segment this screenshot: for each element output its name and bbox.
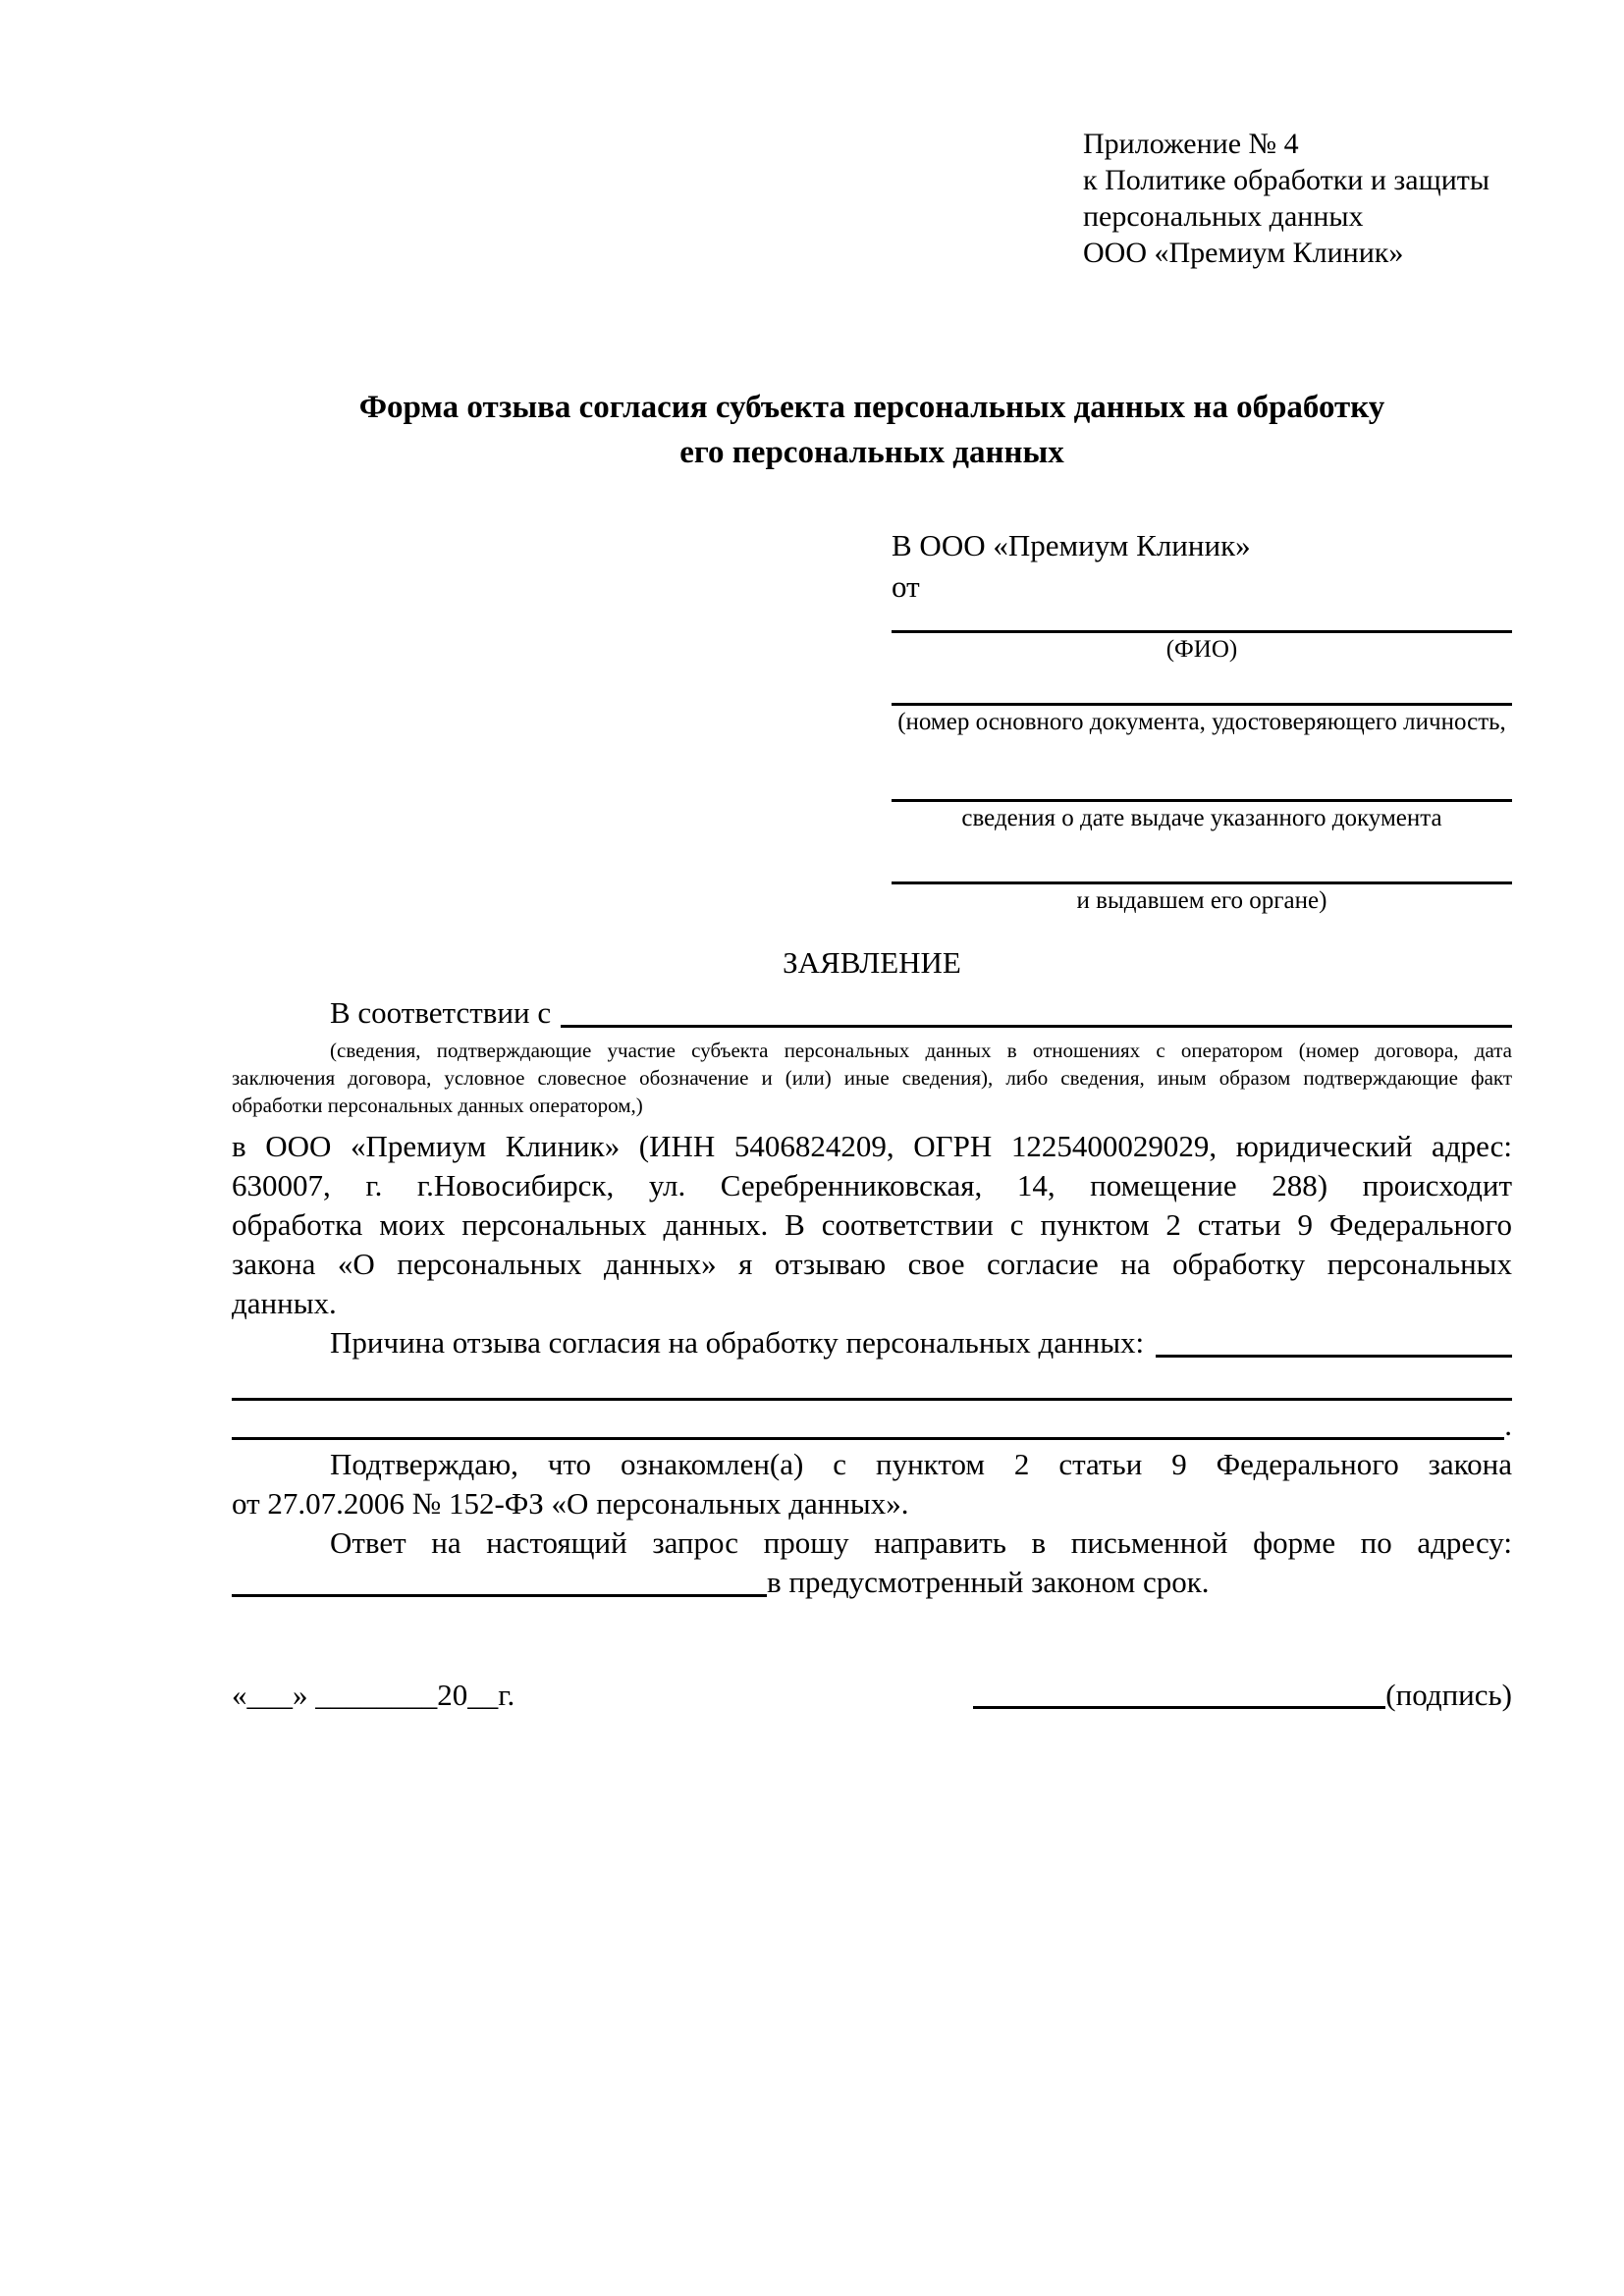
document-number-caption: (номер основного документа, удостоверяющего личность, [897, 709, 1506, 735]
addressee-from-label: от [892, 569, 920, 604]
reason-extra-line-2[interactable] [232, 1406, 1504, 1440]
body-line: обработка моих персональных данных. В соответствии с пунктом 2 статьи 9 Федерального [232, 1207, 1512, 1242]
header-line: к Политике обработки и защиты [1083, 164, 1490, 196]
response-suffix: в предусмотренный законом срок. [767, 1565, 1210, 1599]
reason-input-line[interactable] [1156, 1323, 1512, 1358]
confirmation-paragraph [232, 1445, 1512, 1523]
basis-note [232, 1037, 1512, 1119]
header-line: ООО «Премиум Клиник» [1083, 237, 1404, 269]
signature-line[interactable] [973, 1675, 1385, 1709]
fio-caption: (ФИО) [1165, 636, 1238, 663]
signature-caption: (подпись) [1385, 1678, 1512, 1712]
basis-input-line[interactable] [561, 993, 1512, 1028]
note-line: обработки персональных данных оператором,) [232, 1094, 643, 1117]
fio-field [892, 630, 1512, 666]
address-input-line[interactable] [232, 1563, 767, 1597]
addressee-block [892, 524, 1512, 917]
reason-extra-row [232, 1406, 1512, 1445]
date-field[interactable]: «___» ________20__г. [232, 1678, 515, 1712]
confirmation-line: Подтверждаю, что ознакомлен(а) с пунктом 2 статьи 9 Федерального закона [330, 1447, 1512, 1481]
body-line: 630007, г. г.Новосибирск, ул. Серебренниковская, 14, помещение 288) происходит [232, 1168, 1512, 1202]
reason-end-punctuation: . [1504, 1408, 1512, 1442]
statement-body [232, 1127, 1512, 1323]
body-line: в ООО «Премиум Клиник» (ИНН 5406824209, ОГРН 1225400029029, юридический адрес: [232, 1129, 1512, 1163]
date-signature-row [232, 1675, 1512, 1716]
document-header [1083, 126, 1512, 271]
addressee-organization: В ООО «Премиум Клиник» [892, 528, 1251, 562]
reason-label: Причина отзыва согласия на обработку персональных данных: [330, 1325, 1145, 1360]
confirmation-line: от 27.07.2006 № 152-ФЗ «О персональных данных». [232, 1486, 909, 1521]
title-line-1: Форма отзыва согласия субъекта персональных данных на обработку [358, 390, 1385, 425]
response-address-row [232, 1563, 1512, 1602]
document-title [232, 385, 1512, 475]
issue-date-caption: сведения о дате выдаче указанного документа [961, 805, 1442, 831]
document-number-field [892, 703, 1512, 738]
reason-row [232, 1323, 1512, 1362]
header-line: персональных данных [1083, 200, 1364, 233]
reason-extra-row [232, 1366, 1512, 1406]
basis-label: В соответствии с [330, 995, 552, 1030]
header-line: Приложение № 4 [1083, 128, 1299, 160]
response-request-line: Ответ на настоящий запрос прошу направить в письменной форме по адресу: [330, 1525, 1512, 1560]
signature-block [973, 1675, 1512, 1716]
statement-heading: ЗАЯВЛЕНИЕ [783, 945, 961, 980]
basis-row [232, 993, 1512, 1033]
reason-extra-line-1[interactable] [232, 1366, 1512, 1401]
body-line: закона «О персональных данных» я отзываю свое согласие на обработку персональных [232, 1247, 1512, 1281]
note-line: заключения договора, условное словесное обозначение и (или) иные сведения), либо сведения, иным образом подтверждающие факт [232, 1066, 1512, 1090]
body-line: данных. [232, 1286, 337, 1320]
note-line: (сведения, подтверждающие участие субъекта персональных данных в отношениях с оператором (номер договора, дата [330, 1039, 1512, 1062]
issue-date-field [892, 799, 1512, 834]
title-line-2: его персональных данных [679, 435, 1064, 470]
issuing-authority-field [892, 881, 1512, 917]
issuing-authority-caption: и выдавшем его органе) [1076, 887, 1327, 914]
